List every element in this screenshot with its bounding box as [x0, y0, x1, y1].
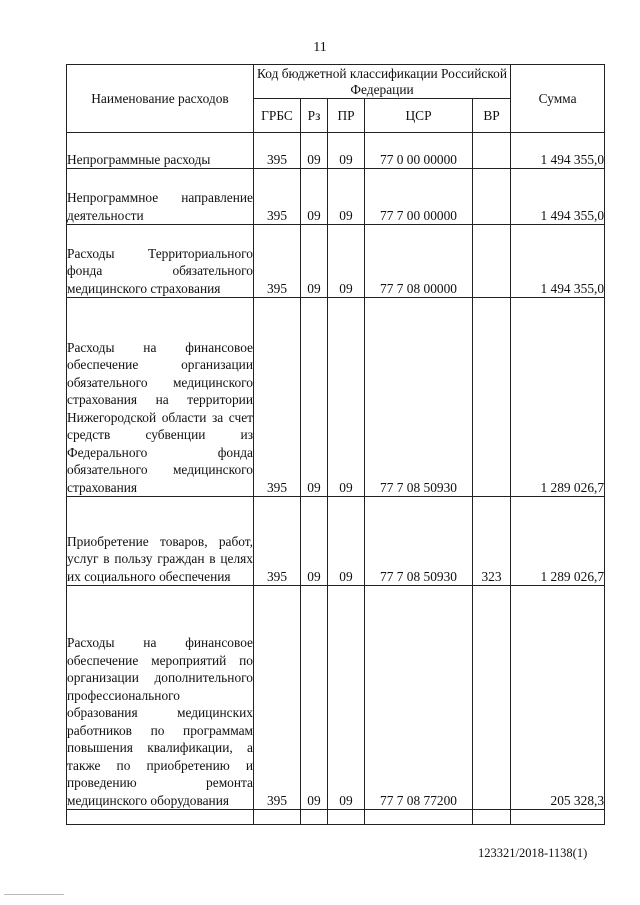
budget-table — [66, 64, 605, 825]
row-name: Расходы на финансовое обеспечение мероприятий по организации дополнительного профессионального образования медицинских работников по программам повышения квалификации, а также по приобретению и проведению ремонта медицинского оборудования — [67, 586, 254, 810]
row-grbs: 395 — [254, 497, 301, 586]
row-vr: 323 — [473, 497, 511, 586]
empty-cell — [365, 810, 473, 825]
row-pr: 09 — [328, 169, 365, 225]
row-grbs: 395 — [254, 133, 301, 169]
row-csr: 77 7 08 50930 — [365, 497, 473, 586]
row-rz: 09 — [301, 497, 328, 586]
header-pr: ПР — [328, 99, 365, 133]
document-number: 123321/2018-1138(1) — [478, 846, 588, 860]
table-row-empty — [67, 810, 605, 825]
row-sum: 1 494 355,0 — [511, 133, 605, 169]
header-name: Наименование расходов — [67, 65, 254, 133]
row-sum: 205 328,3 — [511, 586, 605, 810]
page-number: 11 — [313, 40, 327, 55]
empty-cell — [473, 810, 511, 825]
row-csr: 77 7 08 77200 — [365, 586, 473, 810]
row-csr: 77 0 00 00000 — [365, 133, 473, 169]
empty-cell — [67, 810, 254, 825]
row-vr — [473, 169, 511, 225]
row-pr: 09 — [328, 133, 365, 169]
row-name: Непрограммные расходы — [67, 133, 254, 169]
row-grbs: 395 — [254, 586, 301, 810]
row-csr: 77 7 00 00000 — [365, 169, 473, 225]
row-grbs: 395 — [254, 169, 301, 225]
row-grbs: 395 — [254, 225, 301, 298]
table-row — [67, 225, 605, 298]
header-rz: Рз — [301, 99, 328, 133]
row-vr — [473, 586, 511, 810]
table-row — [67, 298, 605, 497]
header-sum: Сумма — [511, 65, 605, 133]
row-vr — [473, 298, 511, 497]
empty-cell — [301, 810, 328, 825]
row-sum: 1 494 355,0 — [511, 169, 605, 225]
row-rz: 09 — [301, 298, 328, 497]
row-name: Приобретение товаров, работ, услуг в пользу граждан в целях их социального обеспечения — [67, 497, 254, 586]
row-rz: 09 — [301, 169, 328, 225]
row-rz: 09 — [301, 225, 328, 298]
row-sum: 1 289 026,7 — [511, 298, 605, 497]
table-row — [67, 169, 605, 225]
row-name: Расходы Территориального фонда обязательного медицинского страхования — [67, 225, 254, 298]
row-vr — [473, 133, 511, 169]
header-csr: ЦСР — [365, 99, 473, 133]
row-pr: 09 — [328, 586, 365, 810]
scan-edge-mark — [4, 894, 64, 895]
empty-cell — [254, 810, 301, 825]
table-row — [67, 497, 605, 586]
empty-cell — [328, 810, 365, 825]
row-sum: 1 494 355,0 — [511, 225, 605, 298]
table-row — [67, 133, 605, 169]
row-pr: 09 — [328, 225, 365, 298]
header-row-top — [67, 65, 605, 99]
header-classification-code: Код бюджетной классификации Российской Федерации — [254, 65, 511, 99]
row-grbs: 395 — [254, 298, 301, 497]
row-name: Расходы на финансовое обеспечение организации обязательного медицинского страхования на территории Нижегородской области за счет средств субвенции из Федерального фонда обязательного медицинского страхования — [67, 298, 254, 497]
table-row — [67, 586, 605, 810]
row-csr: 77 7 08 00000 — [365, 225, 473, 298]
row-sum: 1 289 026,7 — [511, 497, 605, 586]
row-vr — [473, 225, 511, 298]
row-name: Непрограммное направление деятельности — [67, 169, 254, 225]
row-pr: 09 — [328, 497, 365, 586]
empty-cell — [511, 810, 605, 825]
header-grbs: ГРБС — [254, 99, 301, 133]
row-csr: 77 7 08 50930 — [365, 298, 473, 497]
row-pr: 09 — [328, 298, 365, 497]
header-vr: ВР — [473, 99, 511, 133]
row-rz: 09 — [301, 133, 328, 169]
row-rz: 09 — [301, 586, 328, 810]
